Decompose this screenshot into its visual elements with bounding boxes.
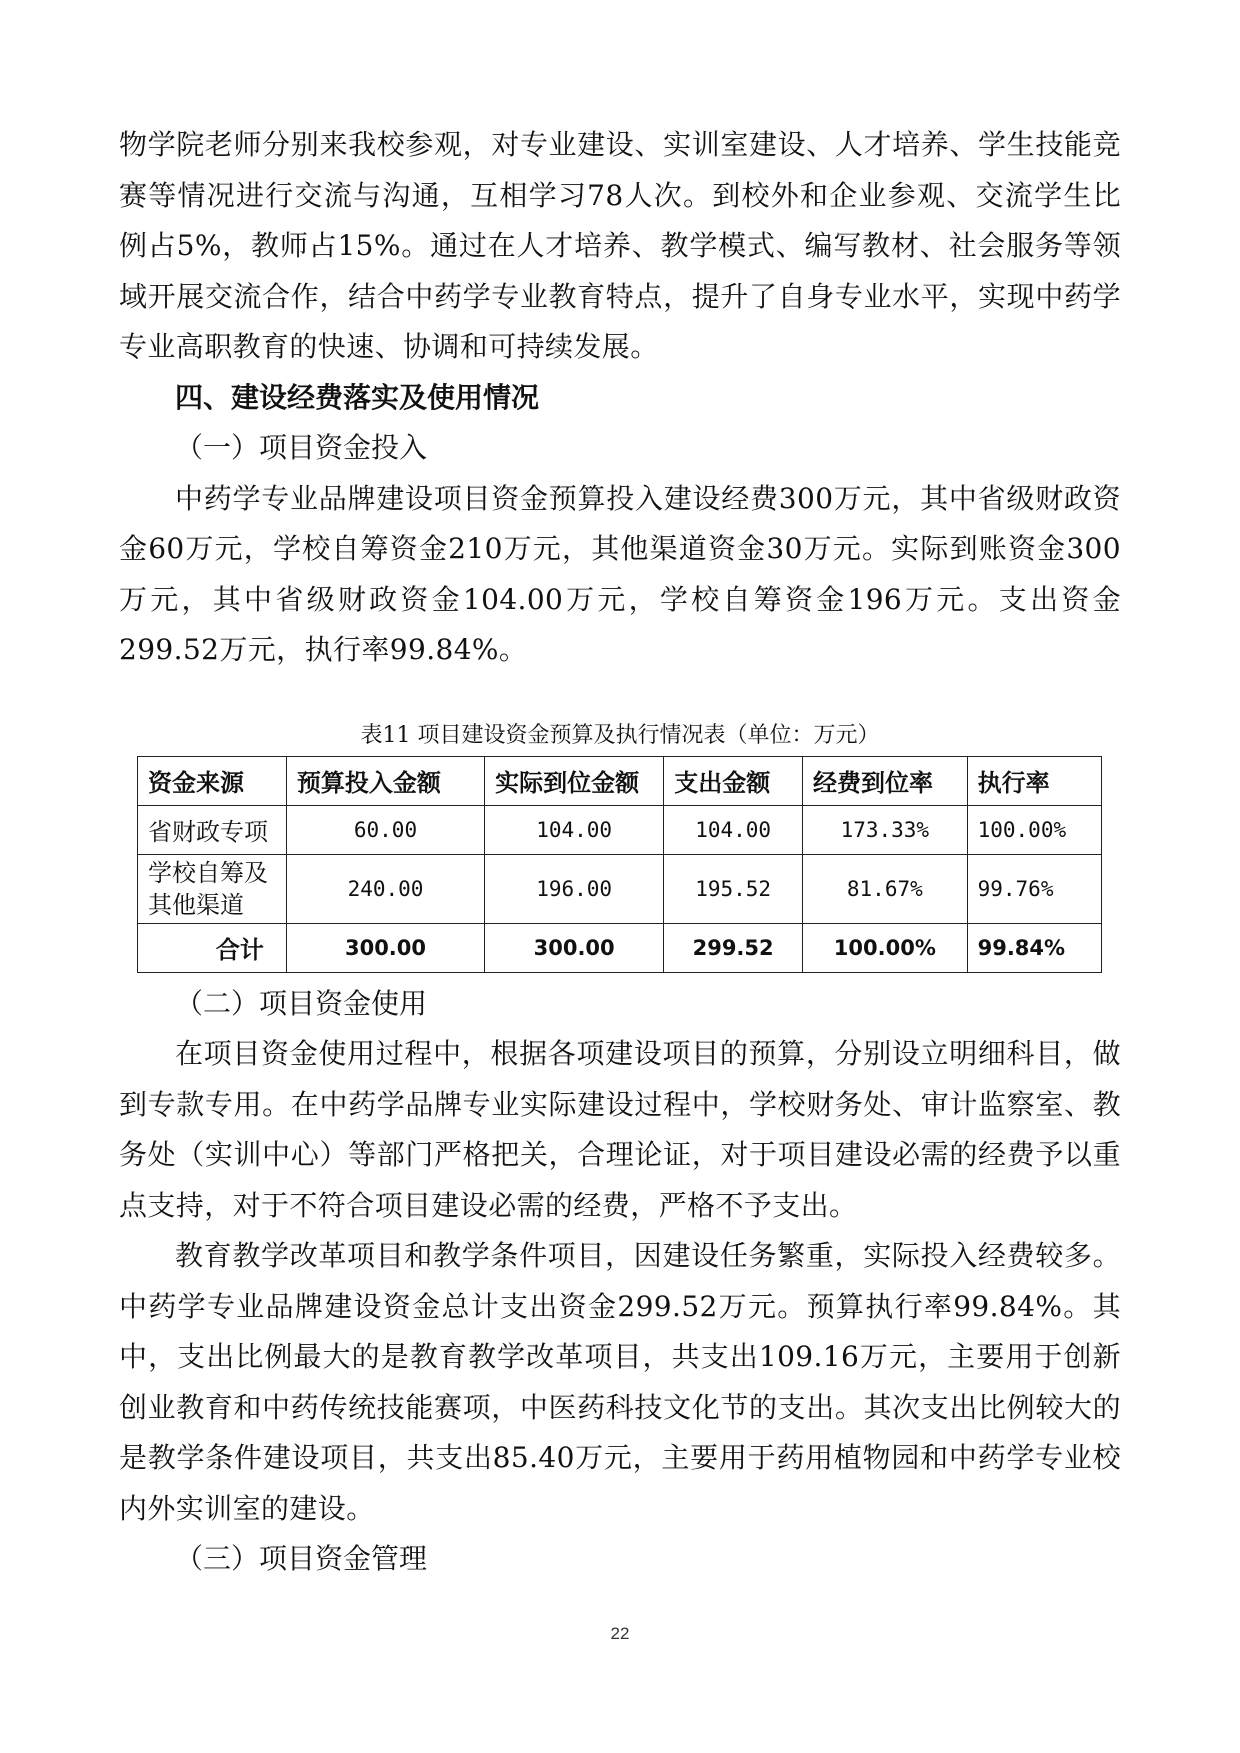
cell-arrival-rate: 173.33% <box>803 805 968 854</box>
table-row <box>138 805 1102 854</box>
table-caption: 表11 项目建设资金预算及执行情况表（单位：万元） <box>360 722 880 748</box>
table-total-row <box>138 923 1102 972</box>
cell-actual: 104.00 <box>485 805 664 854</box>
subheading-usage: （二）项目资金使用 <box>175 986 428 1020</box>
header-exec-rate: 执行率 <box>967 756 1101 805</box>
subheading-investment: （一）项目资金投入 <box>175 431 428 464</box>
cell-source-line1: 学校自筹及 <box>148 858 268 887</box>
cell-total-spent: 299.52 <box>664 923 803 972</box>
cell-spent: 195.52 <box>664 854 803 923</box>
header-spent: 支出金额 <box>664 756 803 805</box>
page-content <box>119 120 1121 1585</box>
budget-table <box>137 756 1102 973</box>
table-header-row <box>138 756 1102 805</box>
header-actual: 实际到位金额 <box>485 756 664 805</box>
header-arrival-rate: 经费到位率 <box>803 756 968 805</box>
paragraph-usage: 在项目资金使用过程中，根据各项建设项目的预算，分别设立明细科目，做到专款专用。在中药学品牌专业实际建设过程中，学校财务处、审计监察室、教务处（实训中心）等部门严格把关，合理论证，对于项目建设必需的经费予以重点支持，对于不符合项目建设必需的经费，严格不予支出。 <box>119 1037 1121 1222</box>
section-heading-funding: 四、建设经费落实及使用情况 <box>175 380 540 414</box>
header-source: 资金来源 <box>138 756 287 805</box>
cell-source <box>138 854 287 923</box>
cell-actual: 196.00 <box>485 854 664 923</box>
cell-total-actual: 300.00 <box>485 923 664 972</box>
paragraph-investment: 中药学专业品牌建设项目资金预算投入建设经费300万元，其中省级财政资金60万元，学校自筹资金210万元，其他渠道资金30万元。实际到账资金300万元，其中省级财政资金104.00万元，学校自筹资金196万元。支出资金299.52万元，执行率99.84%。 <box>119 481 1121 666</box>
cell-total-budget: 300.00 <box>286 923 484 972</box>
cell-budget: 60.00 <box>286 805 484 854</box>
cell-source-line2: 其他渠道 <box>148 890 244 919</box>
cell-total-arrival-rate: 100.00% <box>803 923 968 972</box>
cell-total-label: 合计 <box>138 923 287 972</box>
cell-budget: 240.00 <box>286 854 484 923</box>
cell-arrival-rate: 81.67% <box>803 854 968 923</box>
subheading-management: （三）项目资金管理 <box>175 1542 428 1575</box>
table-row <box>138 854 1102 923</box>
paragraph-expenditure: 教育教学改革项目和教学条件项目，因建设任务繁重，实际投入经费较多。中药学专业品牌建设资金总计支出资金299.52万元。预算执行率99.84%。其中，支出比例最大的是教育教学改革项目，共支出109.16万元，主要用于创新创业教育和中药传统技能赛项，中医药科技文化节的支出。其次支出比例较大的是教学条件建设项目，共支出85.40万元，主要用于药用植物园和中药学专业校内外实训室的建设。 <box>119 1239 1121 1525</box>
cell-spent: 104.00 <box>664 805 803 854</box>
paragraph-exchange: 物学院老师分别来我校参观，对专业建设、实训室建设、人才培养、学生技能竞赛等情况进行交流与沟通，互相学习78人次。到校外和企业参观、交流学生比例占5%，教师占15%。通过在人才培养、教学模式、编写教材、社会服务等领域开展交流合作，结合中药学专业教育特点，提升了自身专业水平，实现中药学专业高职教育的快速、协调和可持续发展。 <box>119 128 1121 363</box>
page-number: 22 <box>610 1624 630 1643</box>
cell-exec-rate: 100.00% <box>967 805 1101 854</box>
cell-exec-rate: 99.76% <box>967 854 1101 923</box>
header-budget: 预算投入金额 <box>286 756 484 805</box>
cell-total-exec-rate: 99.84% <box>967 923 1101 972</box>
cell-source: 省财政专项 <box>138 805 287 854</box>
